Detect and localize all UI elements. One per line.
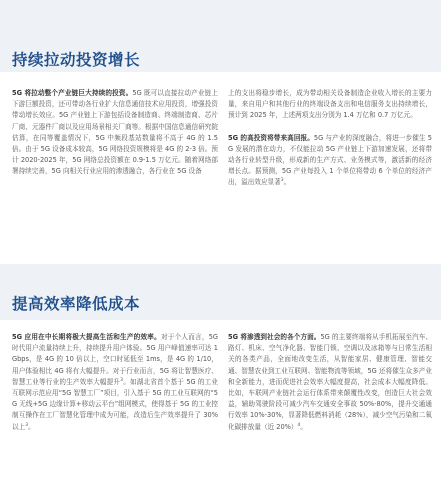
investment-paragraph-continued	[228, 88, 432, 122]
investment-paragraph-1	[12, 88, 218, 178]
paragraph-body-continued: 。如湖北省首个基于 5G 的工业互联网示范应用“5G 智慧工厂”项目，引入基于 5G 的工业互联网的“5G 无线+5G 边缘计算+移动云平台”组网模式，使得基于 5G 的工业控制互操作在工厂智慧化管理中成为可能，改造后生产效率提升了 30% 以上	[12, 377, 219, 431]
efficiency-left-column	[12, 332, 218, 433]
paragraph-body: 对于个人而言，5G 时代用户流量持续上升，持续提升用户体验。5G 用户峰值速率可达 1Gbps，是 4G 的 10 倍以上，空口时延低至 1ms，是 4G 的 1/10，用户体验相比 4G 将有大幅提升。对于行业而言，5G 将让智慧医疗、智慧工业等行业的生产效率大幅提升	[12, 333, 219, 386]
investment-paragraph-2	[228, 133, 432, 189]
section-title-efficiency: 提高效率降低成本	[12, 295, 141, 314]
footnote-ref: 3	[120, 377, 124, 383]
paragraph-lead: 5G 将拉动整个产业链巨大持续的投资。	[12, 89, 133, 97]
efficiency-right-column	[228, 332, 432, 433]
paragraph-body: 上的支出将稳步增长，成为带动相关设备制造企业收入增长的主要力量，来自用户和其他行业的终端设备支出和电信服务支出持续增长，预计到 2025 年，上述两项支出分别为 1.4 万亿和 0.7 万亿元。	[228, 89, 432, 120]
paragraph-body: 5G 的主要终端将从手机拓展至汽车、路灯、机床、空气净化器、智能门锁、空调以及冰箱等与日常生活相关的各类产品，全面地改变生活，从智能家居、健康管理、智能交通、智慧农业到工业互联网、智能物流等领域，5G 还将催生众多产业和全新能力，进而促进社会效率大幅度提高，社会成本大幅度降低。比如，车联网产业链社会运行体系带来颠覆性改变，创造巨大社会效益，辅助驾驶阶段可减少汽车交通安全事故 50%-80%，提升交通通行效率 10%-30%，显著降低燃料消耗（28%），减少空气污染和二氧化碳排放量（近 20%）	[228, 333, 433, 431]
paragraph-lead: 5G 应用在中长期将极大提高生活和生产的效率。	[12, 333, 161, 341]
investment-right-column	[228, 88, 432, 189]
paragraph-body: 5G 既可以直接拉动产业链上下游巨额投资，还可带动各行业扩大信息通信技术应用投资，增强投资带动增长效应。5G 产业链上下游包括设备制造商、终端制造商、芯片厂商、元器件厂商以及应用场景相关厂商等。根据中国信息通信研究院估算，在同等覆盖情况下，5G 中频段基站数量将不高于 4G 的 1.5 倍。由于 5G 设备成本较高，5G 网络投资规模将是 4G 的 2-3 倍。预计 2020-2025 年，5G 网络总投资额在 0.9-1.5 万亿元。随着网络部署持续完善，5G 向相关行业应用的渗透融合，各行业在 5G 设备	[12, 89, 218, 176]
paragraph-tail: 。	[300, 422, 307, 431]
investment-left-column	[12, 88, 218, 178]
paragraph-tail: 。	[28, 422, 35, 431]
paragraph-tail: 。	[283, 178, 291, 187]
section-title-investment: 持续拉动投资增长	[12, 51, 141, 70]
efficiency-paragraph-1	[12, 332, 218, 433]
paragraph-lead: 5G 的高投资将带来高回报。	[228, 133, 314, 142]
paragraph-lead: 5G 将渗透到社会的各个方面。	[228, 333, 321, 341]
footnote-ref: 3	[25, 422, 29, 428]
efficiency-paragraph-2	[228, 332, 432, 433]
footnote-ref: 4	[297, 422, 301, 428]
paragraph-body: 5G 与产业的深度融合，将进一步催生 5G 发展的潜在动力，不仅能拉动 5G 产业链上下游加速发展，还将带动各行业转型升级，形成新的生产方式、业务模式等，激活新的经济增长点。据预测，5G 产业每投入 1 个单位将带动 6 个单位的经济产出，溢出效应显著	[228, 133, 432, 187]
footnote-ref: 3	[280, 178, 284, 184]
